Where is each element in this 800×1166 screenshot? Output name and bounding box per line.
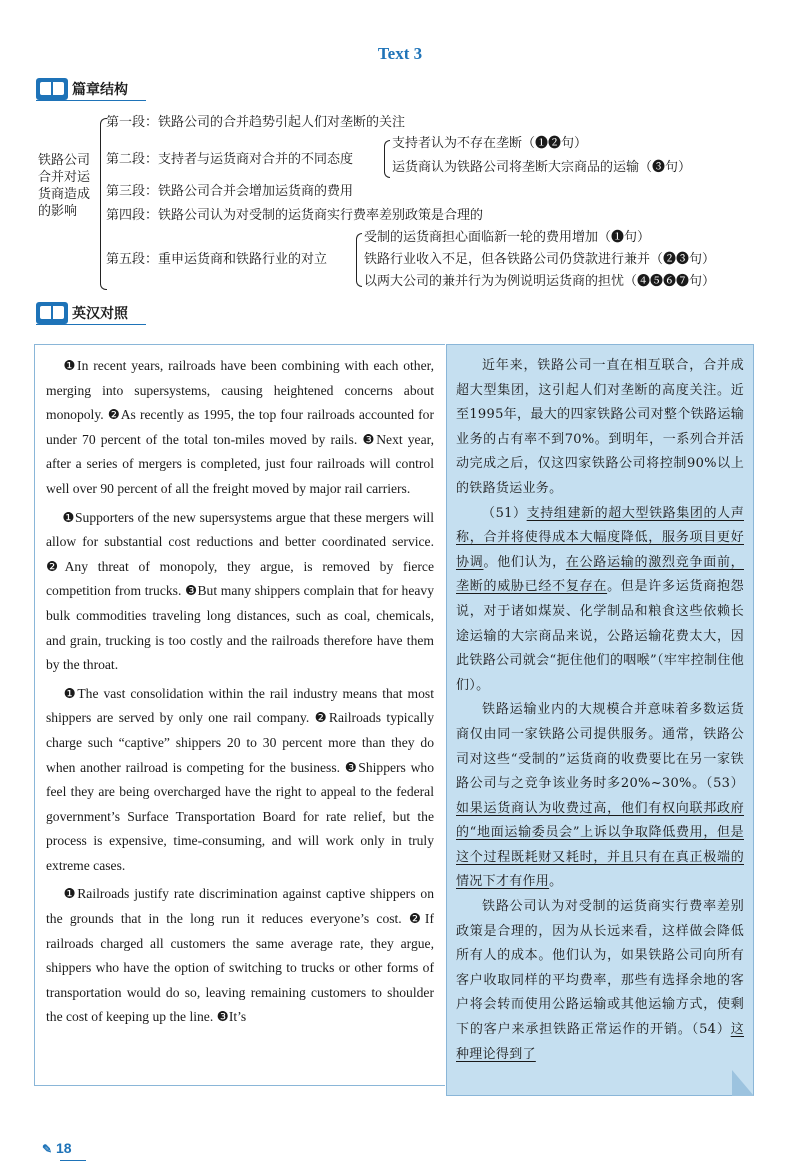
page-fold-corner — [732, 1070, 754, 1096]
chinese-text — [456, 354, 744, 1067]
page-title: Text 3 — [377, 44, 423, 63]
outline-p5b: 铁路行业收入不足，但各铁路公司仍贷款进行兼并（❷❸句） — [364, 252, 716, 267]
section-header-structure — [36, 78, 128, 100]
chinese-para-1: 近年来，铁路公司一直在相互联合，合并成超大型集团，这引起人们对垄断的高度关注。近至1995年，最大的四家铁路公司对整个铁路运输业务的占有率不到70%。到明年，一系列合并活动完成之后，仅这四家铁路公司将控制90%以上的铁路货运业务。 — [456, 358, 744, 496]
english-para-3: ❶The vast consolidation within the rail industry means that most shippers are served by only one rail company. ❷Railroads typically charge such “captive” shippers 20 to 30 percent more than they do when another railroad is competing for the business. ❸Shippers who feel they are being overcharged have the right to appeal to the federal government’s Surface Transportation Board for rate relief, but the process is expensive, time-consuming, and will work only in truly extreme cases. — [46, 685, 434, 873]
outline-p5: 第五段：重申运货商和铁路行业的对立 — [106, 252, 328, 267]
outline-p1: 第一段：铁路公司的合并趋势引起人们对垄断的关注 — [106, 115, 406, 130]
english-para-2: ❶Supporters of the new supersystems argue that these mergers will allow for substantial cost reductions and better coordinated service. ❷Any threat of monopoly, they argue, is removed by fierce competition from trucks. ❸But many shippers complain that for heavy bulk commodities traveling long distances, such as coal, chemicals, and grain, trucking is too costly and the railroads therefore have them by the throat. — [46, 509, 434, 673]
page-number: ✎ 18 — [42, 1140, 72, 1156]
chinese-para-2: （51）支持组建新的超大型铁路集团的人声称，合并将使得成本大幅度降低，服务项目更好协调。他们认为，在公路运输的激烈竞争面前，垄断的威胁已经不复存在。但是许多运货商抱怨说，对于诸如煤炭、化学制品和粮食这些依赖长途运输的大宗商品来说，公路运输花费太大，因此铁路公司就会“扼住他们的咽喉”（牢牢控制住他们）。 — [456, 505, 744, 693]
outline-p5c: 以两大公司的兼并行为为例说明运货商的担忧（❹❺❻❼句） — [364, 274, 716, 289]
book-icon — [36, 78, 68, 100]
outline-p2b: 运货商认为铁路公司将垄断大宗商品的运输（❸句） — [392, 160, 692, 175]
outline-p2a: 支持者认为不存在垄断（❶❷句） — [392, 136, 588, 151]
outline-p2: 第二段：支持者与运货商对合并的不同态度 — [106, 152, 354, 167]
english-para-4: ❶Railroads justify rate discrimination against captive shippers on the grounds that in the long run it reduces everyone’s cost. ❷If railroads charged all customers the same average rate, they argue, shippers who have the option of switching to trucks or other forms of transportation would do so, leaving remaining customers to shoulder the cost of keeping up the line. ❸It’s — [46, 886, 434, 1025]
book-icon — [36, 302, 68, 324]
outline-brace-p5 — [356, 233, 362, 287]
section-label: 英汉对照 — [72, 306, 128, 322]
chinese-para-4: 铁路公司认为对受制的运货商实行费率差别政策是合理的，因为从长远来看，这样做会降低所有人的成本。他们认为，如果铁路公司向所有客户收取同样的平均费率，那些有选择余地的客户将会转而使用公路运输或其他运输方式，使剩下的客户来承担铁路正常运作的开销。（54）这种理论得到了 — [456, 899, 744, 1062]
english-para-1: ❶In recent years, railroads have been combining with each other, merging into supersystems, causing heightened concerns about monopoly. ❷As recently as 1995, the top four railroads accounted for under 70 percent of the total ton-miles moved by rails. ❸Next year, after a series of mergers is completed, just four railroads will control well over 90 percent of all the freight moved by major rail carriers. — [46, 358, 434, 496]
section-underline — [36, 100, 146, 101]
section-underline — [36, 324, 146, 325]
page-number-underline — [60, 1160, 86, 1161]
outline-p4: 第四段：铁路公司认为对受制的运货商实行费率差别政策是合理的 — [106, 208, 484, 223]
chinese-para-3: 铁路运输业内的大规模合并意味着多数运货商仅由同一家铁路公司提供服务。通常，铁路公司对这些“受制的”运货商的收费要比在另一家铁路公司与之竞争该业务时多20%~30%。（53）如果运货商认为收费过高，他们有权向联邦政府的“地面运输委员会”上诉以争取降低费用，但是这个过程既耗财又耗时，并且只有在真正极端的情况下才有作用。 — [456, 702, 744, 890]
section-label: 篇章结构 — [72, 82, 128, 98]
outline-p5a: 受制的运货商担心面临新一轮的费用增加（❶句） — [364, 230, 651, 245]
pen-icon: ✎ — [42, 1142, 53, 1156]
outline-brace-p2 — [384, 140, 390, 178]
english-text — [46, 354, 434, 1034]
outline-p3: 第三段：铁路公司合并会增加运货商的费用 — [106, 184, 354, 199]
section-header-bilingual — [36, 302, 128, 324]
outline-root: 铁路公司合并对运货商造成的影响 — [38, 153, 91, 219]
